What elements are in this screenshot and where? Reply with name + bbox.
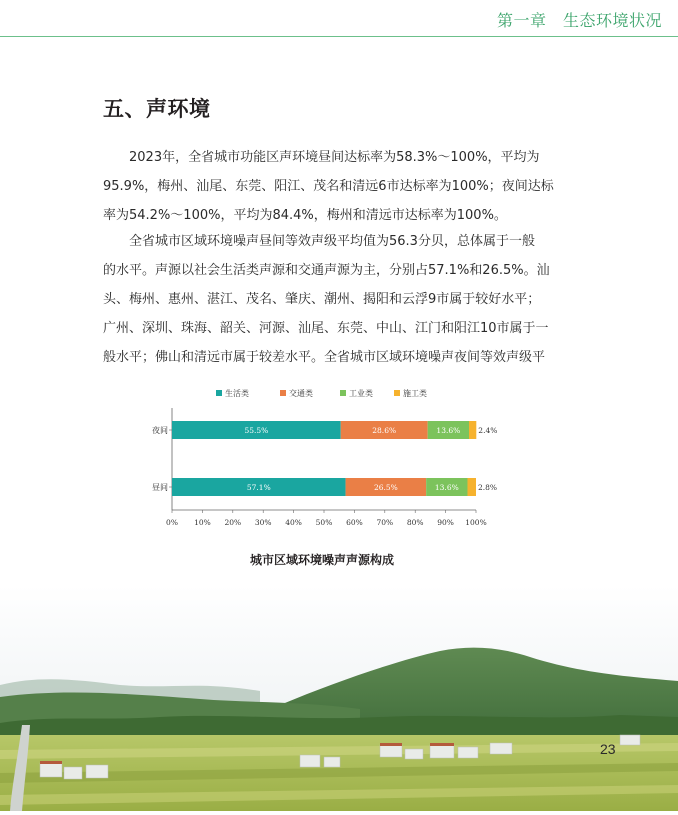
- paragraph-line: 头、梅州、惠州、湛江、茂名、肇庆、潮州、揭阳和云浮9市属于较好水平；: [103, 292, 541, 307]
- legend-swatch: [394, 390, 400, 396]
- x-tick-label: 60%: [346, 518, 363, 527]
- legend-label: 生活类: [225, 389, 249, 398]
- section-heading: 五、声环境: [103, 96, 211, 121]
- data-label: 13.6%: [434, 483, 459, 492]
- x-tick-label: 50%: [315, 518, 333, 527]
- figure-caption: 城市区域环境噪声声源构成: [249, 553, 394, 567]
- legend-label: 交通类: [289, 389, 313, 398]
- category-label: 昼间: [152, 483, 168, 492]
- header-divider: [0, 36, 678, 37]
- x-tick-label: 20%: [224, 518, 242, 527]
- legend-swatch: [216, 390, 222, 396]
- data-label: 55.5%: [244, 426, 269, 435]
- data-label: 13.6%: [436, 426, 461, 435]
- data-label: 57.1%: [246, 483, 271, 492]
- paragraph-functional-zone-compliance: [103, 143, 573, 230]
- data-label: 2.4%: [478, 426, 498, 435]
- x-tick-label: 30%: [254, 518, 272, 527]
- page-number: 23: [600, 741, 616, 757]
- x-tick-label: 70%: [376, 518, 394, 527]
- paragraph-regional-noise: [103, 227, 573, 372]
- landscape-photo: [0, 585, 678, 811]
- x-tick-label: 90%: [437, 518, 454, 527]
- legend-label: 工业类: [349, 389, 373, 398]
- bar-segment: [469, 421, 476, 439]
- legend-swatch: [340, 390, 346, 396]
- noise-source-chart: [150, 380, 500, 545]
- legend-label: 施工类: [403, 389, 427, 398]
- paragraph-line: 2023年，全省城市功能区声环境昼间达标率为58.3%～100%，平均为: [103, 150, 540, 165]
- bar-segment: [467, 478, 476, 496]
- paragraph-line: 率为54.2%～100%，平均为84.4%，梅州和清远市达标率为100%。: [103, 208, 507, 223]
- data-label: 26.5%: [373, 483, 398, 492]
- x-tick-label: 40%: [285, 518, 302, 527]
- category-label: 夜间: [152, 426, 168, 435]
- data-label: 28.6%: [372, 426, 397, 435]
- chapter-header-title: 第一章 生态环境状况: [496, 11, 662, 30]
- data-label: 2.8%: [478, 483, 498, 492]
- paragraph-line: 全省城市区域环境噪声昼间等效声级平均值为56.3分贝，总体属于一般: [103, 234, 535, 249]
- paragraph-line: 的水平。声源以社会生活类声源和交通声源为主，分别占57.1%和26.5%。汕: [103, 263, 550, 278]
- paragraph-line: 般水平；佛山和清远市属于较差水平。全省城市区域环境噪声夜间等效声级平: [103, 350, 546, 365]
- x-tick-label: 10%: [194, 518, 211, 527]
- paragraph-line: 95.9%，梅州、汕尾、东莞、阳江、茂名和清远6市达标率为100%；夜间达标: [103, 179, 554, 194]
- x-tick-label: 100%: [465, 518, 487, 527]
- x-tick-label: 80%: [406, 518, 424, 527]
- paragraph-line: 广州、深圳、珠海、韶关、河源、汕尾、东莞、中山、江门和阳江10市属于一: [103, 321, 549, 336]
- legend-swatch: [280, 390, 286, 396]
- x-tick-label: 0%: [166, 518, 178, 527]
